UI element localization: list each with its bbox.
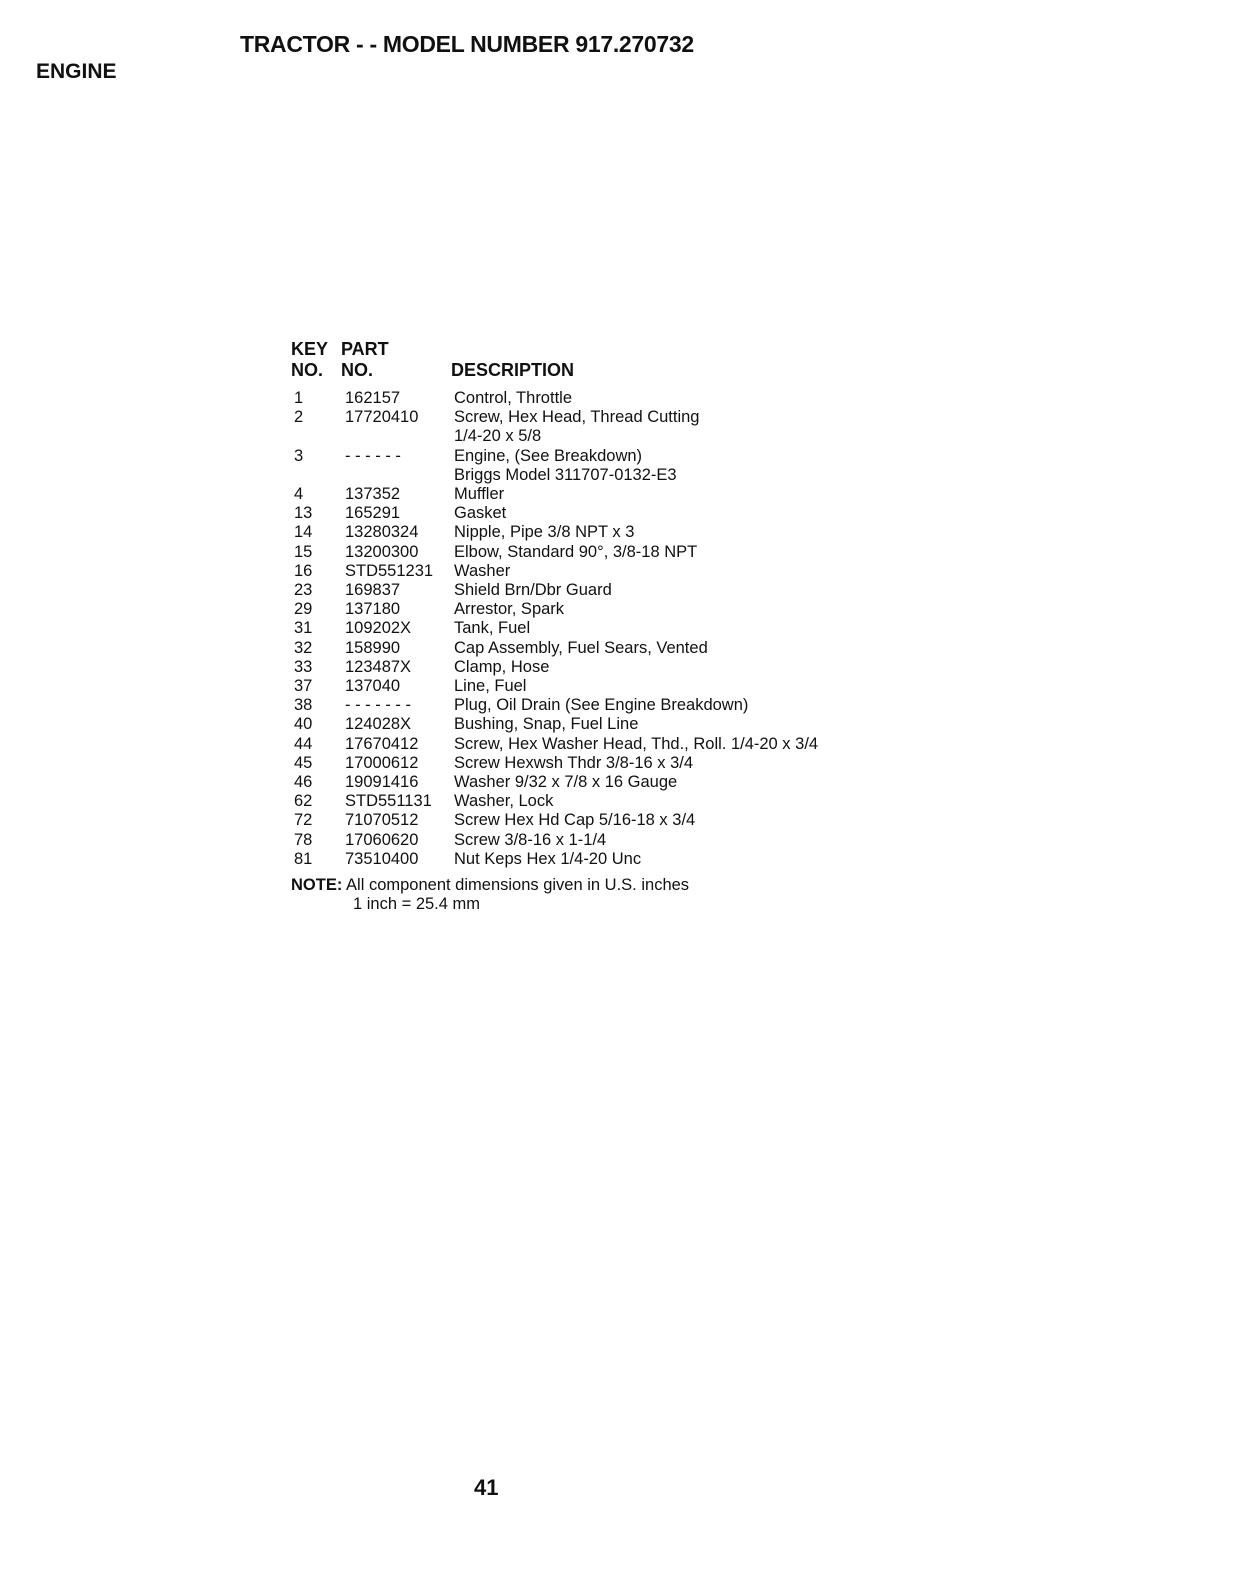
table-row [291,811,931,830]
key-number: 32 [294,638,313,657]
key-number: 29 [294,600,313,619]
table-row [291,447,931,485]
part-number: STD551231 [345,561,434,580]
table-row [291,677,931,696]
description-line: Nipple, Pipe 3/8 NPT x 3 [454,523,635,542]
description-line: 1/4-20 x 5/8 [454,427,542,446]
key-number: 37 [294,677,313,696]
description-line: Screw, Hex Head, Thread Cutting [454,408,700,427]
key-number: 14 [294,523,313,542]
table-row [291,408,931,446]
table-row [291,543,931,562]
key-number: 23 [294,581,313,600]
table-row [291,523,931,542]
part-number: 73510400 [345,849,419,868]
table-row [291,831,931,850]
part-number: 109202X [345,619,412,638]
description-line: Washer [454,561,511,580]
part-description [454,658,931,677]
part-number: 124028X [345,715,412,734]
description-line: Engine, (See Breakdown) [454,446,643,465]
part-number: 137352 [345,485,401,504]
key-number: 62 [294,792,313,811]
table-row [291,754,931,773]
description-line: Shield Brn/Dbr Guard [454,581,612,600]
key-number: 3 [294,446,304,465]
part-number: 17720410 [345,408,419,427]
description-line: Nut Keps Hex 1/4-20 Unc [454,849,642,868]
description-line: Clamp, Hose [454,657,550,676]
key-number: 1 [294,389,304,407]
key-header-line2: NO. [291,360,324,380]
table-row [291,581,931,600]
part-number: 123487X [345,657,412,676]
key-number: 4 [294,485,304,504]
description-line: Screw Hex Hd Cap 5/16-18 x 3/4 [454,811,696,830]
part-number: STD551131 [345,792,432,811]
key-number: 40 [294,715,313,734]
part-description [454,831,931,850]
part-description [454,773,931,792]
part-description [454,523,931,542]
part-number: 71070512 [345,811,419,830]
description-line: Tank, Fuel [454,619,531,638]
key-number: 31 [294,619,313,638]
key-number: 15 [294,542,313,561]
description-line: Control, Throttle [454,389,572,407]
table-row [291,389,931,408]
table-row [291,619,931,638]
description-line: Washer, Lock [454,792,554,811]
description-line: Washer 9/32 x 7/8 x 16 Gauge [454,773,678,792]
note-conversion: 1 inch = 25.4 mm [353,895,481,913]
part-description [454,850,931,869]
part-number: 17670412 [345,734,419,753]
description-line: Bushing, Snap, Fuel Line [454,715,639,734]
table-row [291,735,931,754]
part-number: 137180 [345,600,401,619]
part-description [454,581,931,600]
description-line: Briggs Model 311707-0132-E3 [454,465,677,484]
key-header-line1: KEY [291,339,329,359]
description-line: Elbow, Standard 90°, 3/8-18 NPT [454,542,698,561]
table-row [291,850,931,869]
part-number: 17000612 [345,753,419,772]
table-row [291,504,931,523]
note-text: All component dimensions given in U.S. inches [346,876,690,894]
part-description [454,735,931,754]
part-header-line1: PART [341,339,389,359]
key-number: 44 [294,734,313,753]
part-number: 13280324 [345,523,419,542]
part-number: - - - - - - - [345,696,411,715]
part-description [454,792,931,811]
table-row [291,696,931,715]
description-line: Line, Fuel [454,677,527,696]
description-line: Cap Assembly, Fuel Sears, Vented [454,638,708,657]
part-header-line2: NO. [341,360,374,380]
key-number: 45 [294,753,313,772]
key-number: 72 [294,811,313,830]
description-line: Screw, Hex Washer Head, Thd., Roll. 1/4-20 x 3/4 [454,734,819,753]
table-row [291,639,931,658]
table-row [291,600,931,619]
parts-table [291,339,931,869]
part-number: 137040 [345,677,401,696]
part-description [454,811,931,830]
part-number: - - - - - - [345,446,401,465]
key-number: 38 [294,696,313,715]
page-title: TRACTOR - - MODEL NUMBER 917.270732 [240,31,694,57]
table-row [291,658,931,677]
note [291,876,689,914]
description-line: Muffler [454,485,505,504]
part-description [454,543,931,562]
key-number: 46 [294,773,313,792]
key-number: 78 [294,830,313,849]
key-number: 81 [294,849,313,868]
key-number: 2 [294,408,304,427]
table-row [291,792,931,811]
parts-table-body [291,389,931,869]
table-row [291,562,931,581]
part-number: 17060620 [345,830,419,849]
table-row [291,773,931,792]
part-number: 162157 [345,389,401,407]
part-description [454,715,931,734]
description-line: Plug, Oil Drain (See Engine Breakdown) [454,696,749,715]
note-label: NOTE: [291,876,343,894]
part-description [454,447,931,485]
parts-table-header [291,339,931,389]
table-row [291,715,931,734]
description-line: Screw Hexwsh Thdr 3/8-16 x 3/4 [454,753,694,772]
part-description [454,639,931,658]
part-description [454,754,931,773]
description-line: Screw 3/8-16 x 1-1/4 [454,830,607,849]
part-description [454,600,931,619]
part-number: 19091416 [345,773,419,792]
table-row [291,485,931,504]
description-line: Gasket [454,504,507,523]
part-number: 165291 [345,504,401,523]
part-number: 13200300 [345,542,419,561]
part-description [454,389,931,408]
part-description [454,696,931,715]
key-number: 16 [294,561,313,580]
part-number: 158990 [345,638,401,657]
part-description [454,562,931,581]
key-number: 33 [294,657,313,676]
description-header: DESCRIPTION [451,360,575,380]
part-description [454,677,931,696]
section-heading: ENGINE [36,60,117,83]
part-description [454,485,931,504]
part-description [454,619,931,638]
description-line: Arrestor, Spark [454,600,565,619]
page-number: 41 [474,1475,499,1500]
part-number: 169837 [345,581,401,600]
part-description [454,504,931,523]
part-description [454,408,931,446]
key-number: 13 [294,504,313,523]
